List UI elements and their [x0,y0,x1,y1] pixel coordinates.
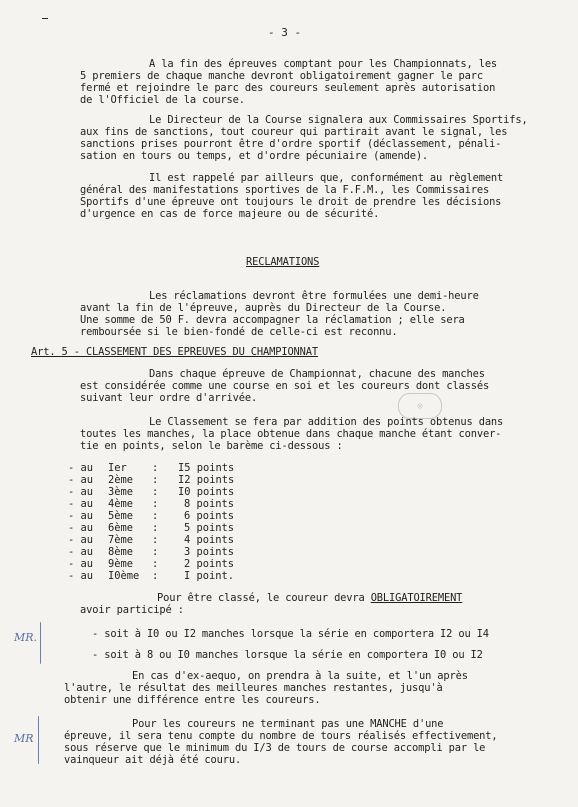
paragraph-line: sation en tours ou temps, et d'ordre pécuniaire (amende). [80,150,429,162]
scale-place: I0ème [108,570,140,582]
scale-separator: : [152,486,159,498]
article-line: est considérée comme une course en soi et les coureurs dont classés [80,380,490,392]
scale-prefix: - au [68,558,94,570]
article-heading: Art. 5 - CLASSEMENT DES EPREUVES DU CHAMPIONNAT [31,346,318,358]
scale-prefix: - au [68,534,94,546]
reclamations-line: Les réclamations devront être formulées une demi-heure [149,290,479,302]
scale-points: 3 points [184,546,235,558]
scale-points: 6 points [184,510,235,522]
scale-separator: : [152,462,159,474]
paragraph-line: Il est rappelé par ailleurs que, conformément au règlement [149,172,504,184]
scale-separator: : [152,474,159,486]
margin-note-handwritten: MR. [14,631,38,644]
paragraph-line: Le Directeur de la Course signalera aux Commissaires Sportifs, [149,114,528,126]
participation-intro: Pour être classé, le coureur devra [157,592,365,604]
scale-points: 2 points [184,558,235,570]
margin-bracket [40,622,41,664]
scale-place: 5ème [108,510,134,522]
classement-line: tie en points, selon le barème ci-dessous : [80,440,343,452]
scale-place: 6ème [108,522,134,534]
paragraph-line: général des manifestations sportives de la F.F.M., les Commissaires [80,184,490,196]
paragraph-line: Sportifs d'une épreuve ont toujours le droit de prendre les décisions [80,196,502,208]
final-line: vainqueur ait déjà été couru. [64,754,242,766]
margin-note-handwritten: MR [14,732,34,745]
scale-prefix: - au [68,486,94,498]
scale-prefix: - au [68,522,94,534]
scale-separator: : [152,510,159,522]
classement-line: toutes les manches, la place obtenue dans chaque manche étant conver- [80,428,502,440]
scale-points: 4 points [184,534,235,546]
paragraph-line: de l'Officiel de la course. [80,94,245,106]
scale-separator: : [152,498,159,510]
paragraph-line: sanctions prises pourront être d'ordre sportif (déclassement, pénali- [80,138,502,150]
scale-points: I2 points [178,474,235,486]
scale-prefix: - au [68,546,94,558]
ex-aequo-line: En cas d'ex-aequo, on prendra à la suite, et l'un après [132,670,468,682]
scale-place: 4ème [108,498,134,510]
paragraph-line: fermé et rejoindre le parc des coureurs seulement après autorisation [80,82,496,94]
participation-option: - soit à 8 ou I0 manches lorsque la série en comportera I0 ou I2 [92,649,483,661]
paragraph-line: d'urgence en cas de force majeure ou de sécurité. [80,208,380,220]
classement-line: Le Classement se fera par addition des points obtenus dans [149,416,504,428]
scale-separator: : [152,522,159,534]
faded-stamp: ◎ [398,393,442,419]
reclamations-heading: RECLAMATIONS [246,256,320,268]
paragraph-line: aux fins de sanctions, tout coureur qui partirait avant le signal, les [80,126,508,138]
participation-option: - soit à I0 ou I2 manches lorsque la série en comportera I2 ou I4 [92,628,489,640]
ex-aequo-line: obtenir une différence entre les coureurs. [64,694,321,706]
paragraph-line: 5 premiers de chaque manche devront obligatoirement gagner le parc [80,70,483,82]
scale-place: 9ème [108,558,134,570]
reclamations-line: remboursée si le bien-fondé de celle-ci est reconnu. [80,326,398,338]
paragraph-line: A la fin des épreuves comptant pour les Championnats, les [149,58,498,70]
scale-prefix: - au [68,474,94,486]
scale-separator: : [152,534,159,546]
scale-separator: : [152,546,159,558]
reclamations-line: Une somme de 50 F. devra accompagner la réclamation ; elle sera [80,314,465,326]
scale-points: I5 points [178,462,235,474]
scale-points: I point. [184,570,235,582]
ex-aequo-line: l'autre, le résultat des meilleures manches restantes, jusqu'à [64,682,443,694]
article-line: Dans chaque épreuve de Championnat, chacune des manches [149,368,485,380]
scale-points: 8 points [184,498,235,510]
scale-prefix: - au [68,498,94,510]
scale-place: Ier [108,462,127,474]
final-line: sous réserve que le minimum du I/3 de tours de course accompli par le [64,742,486,754]
obligatoirement-emphasis: OBLIGATOIREMENT [370,592,463,604]
scale-place: 7ème [108,534,134,546]
participation-line: avoir participé : [80,604,184,616]
participation-line [157,592,462,604]
scale-separator: : [152,570,159,582]
scale-prefix: - au [68,462,94,474]
scale-separator: : [152,558,159,570]
page-number: - 3 - [268,26,302,39]
scale-points: I0 points [178,486,235,498]
scale-prefix: - au [68,510,94,522]
final-line: Pour les coureurs ne terminant pas une MANCHE d'une [132,718,444,730]
scale-place: 2ème [108,474,134,486]
final-line: épreuve, il sera tenu compte du nombre de tours réalisés effectivement, [64,730,498,742]
scale-prefix: - au [68,570,94,582]
margin-bracket [38,716,39,764]
scale-points: 5 points [184,522,235,534]
scale-place: 3ème [108,486,134,498]
reclamations-line: avant la fin de l'épreuve, auprès du Directeur de la Course. [80,302,447,314]
corner-tick [42,18,48,19]
article-line: suivant leur ordre d'arrivée. [80,392,258,404]
scale-place: 8ème [108,546,134,558]
